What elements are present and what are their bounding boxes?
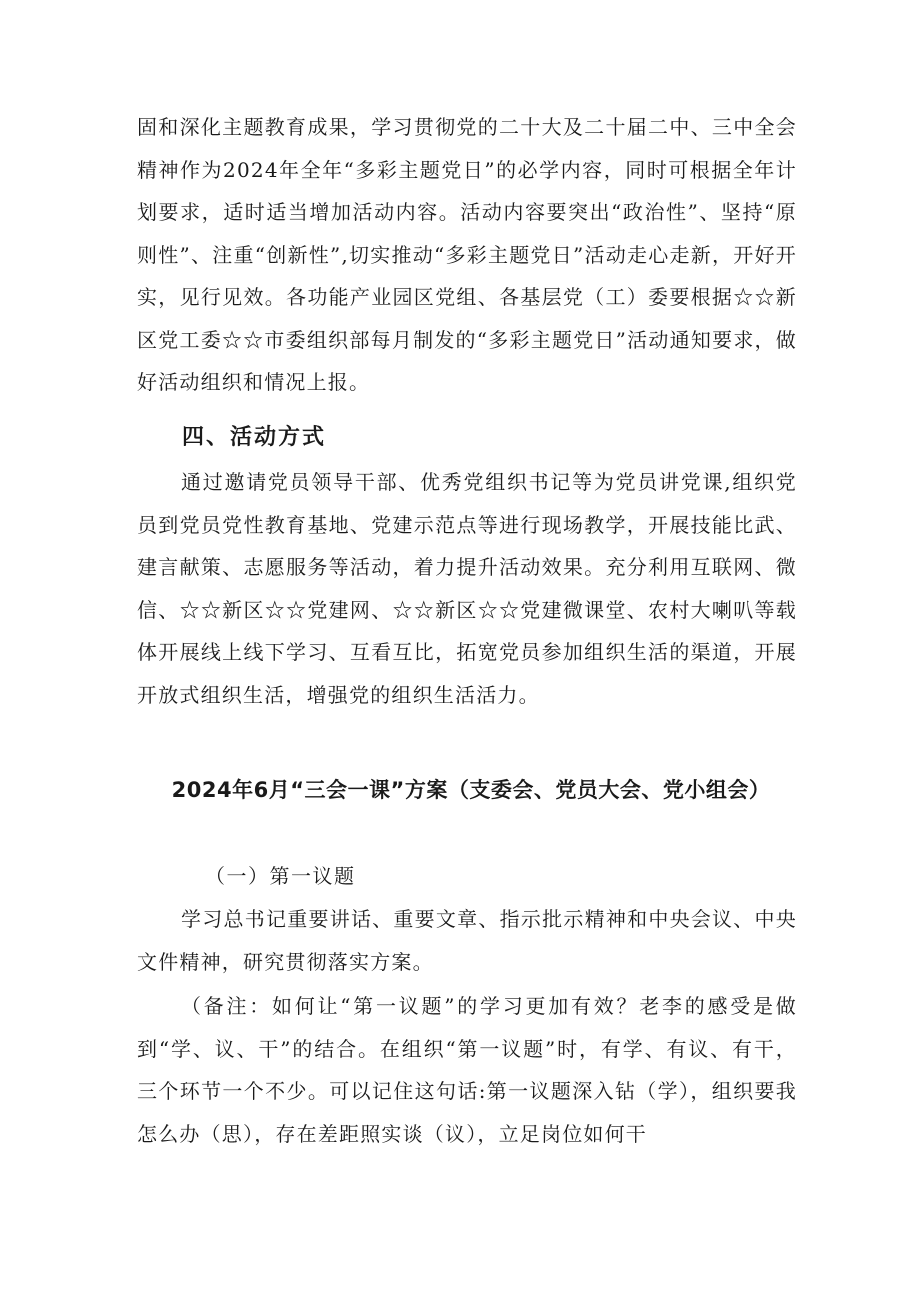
section3-block xyxy=(137,106,797,404)
item1-block xyxy=(137,898,797,983)
section4-paragraph: 通过邀请党员领导干部、优秀党组织书记等为党员讲党课,组织党员到党员党性教育基地、党建示范点等进行现场教学，开展技能比武、建言献策、志愿服务等活动，着力提升活动效果。充分利用互联网、微信、☆☆新区☆☆党建网、☆☆新区☆☆党建微课堂、农村大喇叭等载体开展线上线下学习、互看互比，拓宽党员参加组织生活的渠道，开展开放式组织生活，增强党的组织生活活力。 xyxy=(137,470,797,707)
note-block xyxy=(137,985,797,1155)
item1-paragraph: 学习总书记重要讲话、重要文章、指示批示精神和中央会议、中央文件精神，研究贯彻落实方案。 xyxy=(137,907,797,974)
plan-title: 2024年6月“三会一课”方案（支委会、党员大会、党小组会） xyxy=(171,778,771,802)
section4-block xyxy=(137,461,797,716)
item1-heading: （一）第一议题 xyxy=(205,864,356,888)
section4-heading: 四、活动方式 xyxy=(182,425,327,450)
note-paragraph: （备注：如何让“第一议题”的学习更加有效？老李的感受是做到“学、议、干”的结合。在组织“第一议题”时，有学、有议、有干，三个环节一个不少。可以记住这句话:第一议题深入钻（学），组织要我怎么办（思），存在差距照实谈（议），立足岗位如何干 xyxy=(137,994,797,1146)
section3-paragraph: 固和深化主题教育成果，学习贯彻党的二十大及二十届二中、三中全会精神作为2024年全年“多彩主题党日”的必学内容，同时可根据全年计划要求，适时适当增加活动内容。活动内容要突出“政治性”、坚持“原则性”、注重“创新性”,切实推动“多彩主题党日”活动走心走新，开好开实，见行见效。各功能产业园区党组、各基层党（工）委要根据☆☆新区党工委☆☆市委组织部每月制发的“多彩主题党日”活动通知要求，做好活动组织和情况上报。 xyxy=(137,115,797,394)
